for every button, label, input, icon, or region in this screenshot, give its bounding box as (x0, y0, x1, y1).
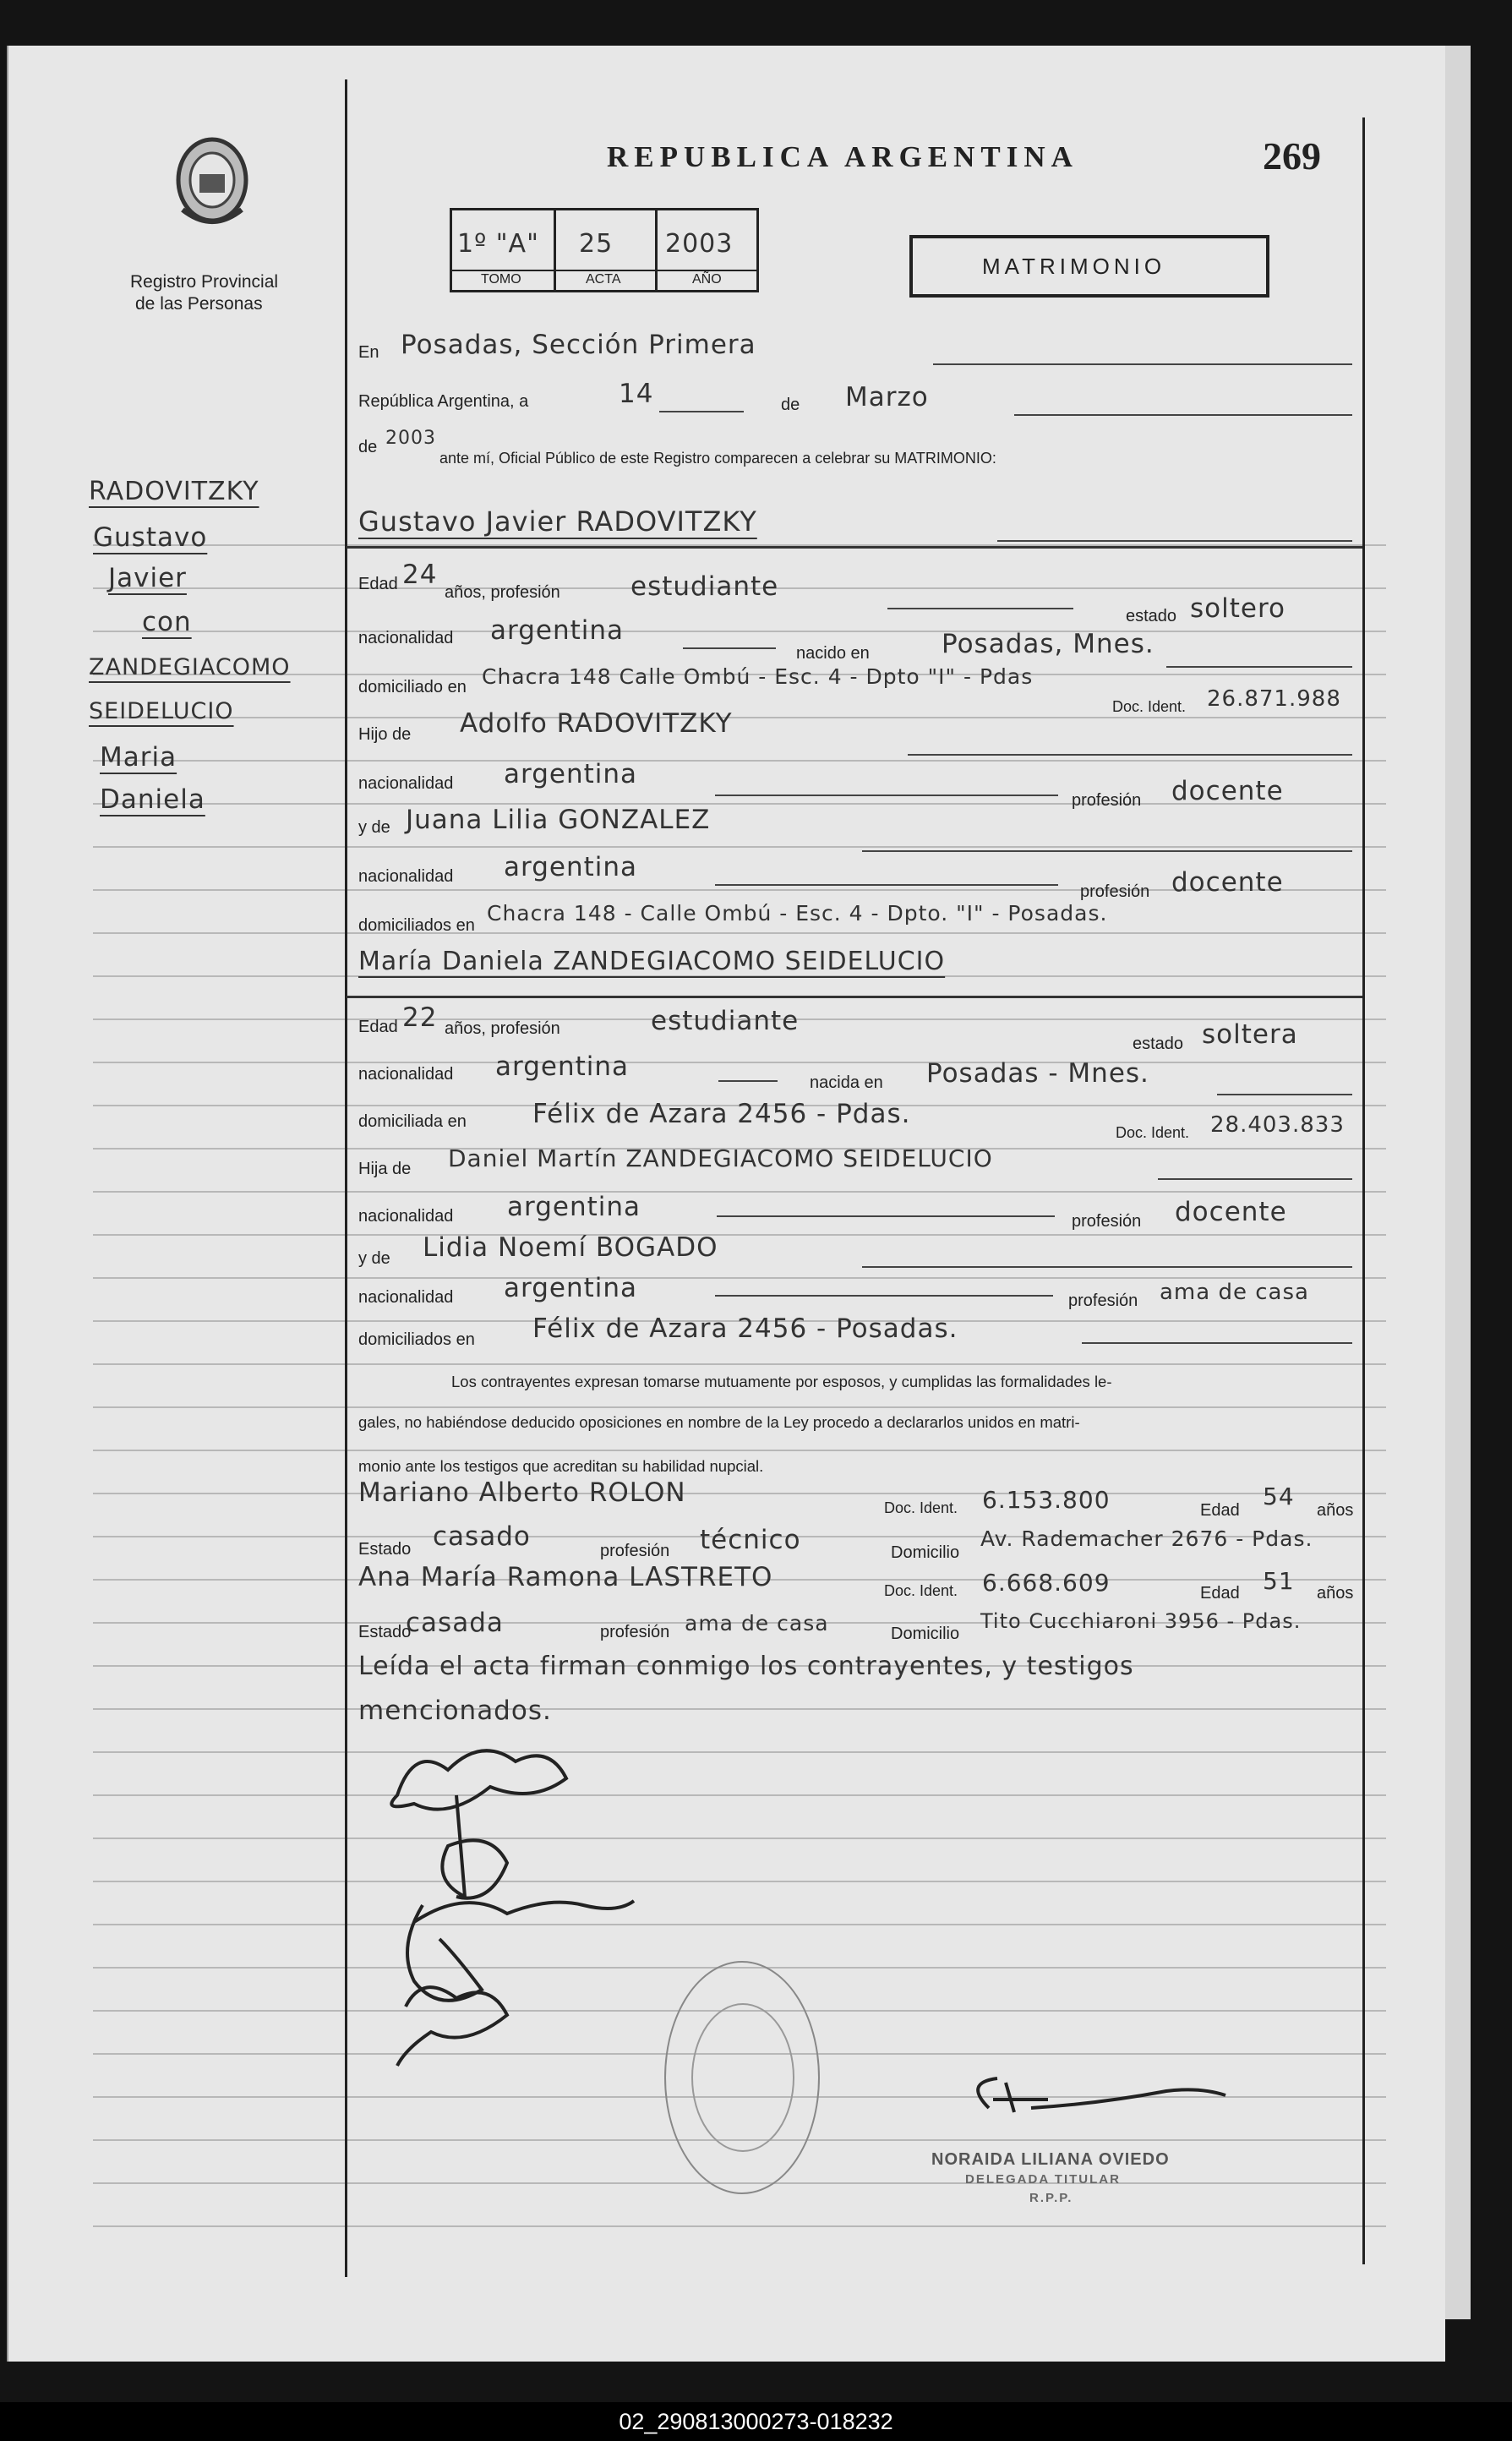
ruled-line (93, 1450, 1386, 1451)
witness2-edad: 51 (1263, 1567, 1295, 1595)
groom-father-prof: docente (1171, 776, 1284, 806)
ruled-line (93, 1363, 1386, 1365)
groom-name: Gustavo Javier RADOVITZKY (358, 505, 757, 538)
bride-nacionalidad-label: nacionalidad (358, 1065, 454, 1084)
groom-father: Adolfo RADOVITZKY (460, 708, 733, 739)
witness2-estado: casada (406, 1608, 504, 1638)
bride-father-nac-label: nacionalidad (358, 1207, 454, 1226)
margin-surname-groom: RADOVITZKY (89, 477, 259, 506)
margin-surname-bride-2: SEIDELUCIO (89, 698, 234, 724)
witness1-name: Mariano Alberto ROLON (358, 1477, 686, 1508)
bride-estado: soltera (1202, 1019, 1298, 1050)
groom-estado-label: estado (1126, 607, 1177, 625)
groom-mother-prof: docente (1171, 867, 1284, 898)
anio-label: AÑO (692, 272, 722, 287)
record-box (450, 208, 759, 292)
ruled-line (93, 631, 1386, 632)
margin-surname-bride-1: ZANDEGIACOMO (89, 654, 291, 680)
page-edge (1445, 46, 1471, 2319)
en-label: En (358, 343, 379, 362)
officer-signature (947, 2066, 1242, 2133)
closing-line2: mencionados. (358, 1696, 552, 1726)
ruled-line (93, 932, 1386, 934)
ruled-line (93, 1881, 1386, 1882)
ante-text: ante mí, Oficial Público de este Registro comparecen a celebrar su MATRIMONIO: (439, 450, 996, 467)
groom-doc: 26.871.988 (1207, 686, 1341, 712)
bride-parents-dom-label: domiciliados en (358, 1330, 475, 1349)
witness2-doc-label: Doc. Ident. (884, 1582, 958, 1599)
witness2-name: Ana María Ramona LASTRETO (358, 1562, 773, 1592)
officer-abbr: R.P.P. (1029, 2191, 1073, 2205)
witness1-profesion-label: profesión (600, 1542, 670, 1560)
groom-edad-label: Edad (358, 575, 398, 593)
groom-mother-prof-label: profesión (1080, 882, 1150, 901)
register-page (7, 46, 1445, 2362)
bride-mother-prof: ama de casa (1160, 1280, 1309, 1305)
groom-mother-nac-label: nacionalidad (358, 867, 454, 886)
groom-mother-nac: argentina (504, 852, 638, 882)
bride-domicilio: Félix de Azara 2456 - Pdas. (532, 1099, 911, 1129)
bride-mother-nac: argentina (504, 1273, 638, 1303)
witness2-domicilio: Tito Cucchiaroni 3956 - Pdas. (980, 1609, 1302, 1633)
groom-profesion: estudiante (630, 571, 779, 602)
witness2-edad-label: Edad (1200, 1584, 1240, 1603)
bride-nacionalidad: argentina (495, 1051, 630, 1082)
right-border-line (1362, 117, 1365, 2264)
bride-doc: 28.403.833 (1210, 1112, 1345, 1138)
signature-scribbles (363, 1728, 651, 2083)
bride-name: María Daniela ZANDEGIACOMO SEIDELUCIO (358, 947, 946, 976)
margin-line (345, 79, 347, 2277)
groom-estado: soltero (1190, 593, 1285, 624)
witness1-domicilio-label: Domicilio (891, 1543, 960, 1562)
witness1-doc: 6.153.800 (982, 1486, 1111, 1514)
ruled-line (93, 1751, 1386, 1753)
groom-father-nac: argentina (504, 759, 638, 789)
registry-seal (664, 1961, 820, 2194)
officer-name: NORAIDA LILIANA OVIEDO (931, 2150, 1170, 2169)
acta-value: 25 (579, 229, 614, 259)
ruled-line (93, 1277, 1386, 1279)
bride-domicilio-label: domiciliada en (358, 1112, 467, 1131)
record-type-box (909, 235, 1269, 298)
groom-edad: 24 (402, 560, 438, 590)
groom-nacido-label: nacido en (796, 644, 870, 663)
de2-label: de (358, 438, 378, 456)
bride-mother-nac-label: nacionalidad (358, 1288, 454, 1307)
bride-father: Daniel Martín ZANDEGIACOMO SEIDELUCIO (448, 1144, 993, 1172)
de-label: de (781, 396, 800, 414)
margin-name-gustavo: Gustavo (93, 522, 208, 553)
bride-father-nac: argentina (507, 1192, 641, 1222)
bride-yde-label: y de (358, 1249, 390, 1268)
registry-name-line2: de las Personas (135, 294, 263, 314)
ruled-line (93, 2225, 1386, 2227)
witness1-edad: 54 (1263, 1483, 1295, 1510)
groom-yde-label: y de (358, 818, 390, 837)
acta-label: ACTA (586, 272, 621, 287)
image-code-footer: 02_290813000273-018232 (0, 2402, 1512, 2441)
groom-father-prof-label: profesión (1072, 791, 1142, 810)
ruled-line (93, 1493, 1386, 1494)
witness2-profesion: ama de casa (685, 1611, 829, 1636)
margin-con: con (142, 607, 192, 637)
witness1-estado: casado (433, 1521, 531, 1552)
bride-doc-label: Doc. Ident. (1116, 1124, 1190, 1141)
margin-name-maria: Maria (100, 742, 177, 773)
groom-domicilio-label: domiciliado en (358, 678, 467, 696)
bride-father-prof-label: profesión (1072, 1212, 1142, 1231)
margin-name-javier: Javier (108, 563, 187, 593)
witness1-doc-label: Doc. Ident. (884, 1499, 958, 1516)
witness1-estado-label: Estado (358, 1540, 412, 1559)
witness2-anios-label: años (1317, 1584, 1354, 1603)
witness1-edad-label: Edad (1200, 1501, 1240, 1520)
ruled-line (93, 1924, 1386, 1925)
groom-nacionalidad: argentina (490, 615, 625, 646)
witness2-doc: 6.668.609 (982, 1569, 1111, 1597)
republic-heading: REPUBLICA ARGENTINA (607, 140, 1078, 173)
bride-edad-label: Edad (358, 1018, 398, 1036)
groom-father-nac-label: nacionalidad (358, 774, 454, 793)
witness2-domicilio-label: Domicilio (891, 1625, 960, 1643)
statement-line2: gales, no habiéndose deducido oposiciones en nombre de la Ley procedo a declararlos unidos en matri- (358, 1413, 1080, 1431)
coat-of-arms-icon (166, 134, 259, 235)
ruled-line (93, 1406, 1386, 1408)
bride-edad: 22 (402, 1002, 438, 1033)
ruled-line (93, 1838, 1386, 1839)
bride-nacida-label: nacida en (810, 1073, 883, 1092)
witness1-profesion: técnico (700, 1525, 801, 1555)
tomo-value: 1º "A" (457, 229, 539, 259)
groom-parents-dom: Chacra 148 - Calle Ombú - Esc. 4 - Dpto. "I" - Posadas. (487, 901, 1108, 926)
record-type: MATRIMONIO (982, 254, 1166, 279)
ruled-line (93, 1234, 1386, 1236)
groom-nacido: Posadas, Mnes. (942, 629, 1154, 659)
witness2-profesion-label: profesión (600, 1623, 670, 1641)
bride-profesion-label: años, profesión (445, 1019, 560, 1038)
page-number: 269 (1263, 134, 1321, 177)
ruled-line (93, 1191, 1386, 1193)
groom-parents-dom-label: domiciliados en (358, 916, 475, 935)
groom-profesion-label: años, profesión (445, 583, 560, 602)
bride-profesion: estudiante (651, 1006, 800, 1036)
bride-nacida: Posadas - Mnes. (926, 1058, 1149, 1089)
closing-line1: Leída el acta firman conmigo los contrayentes, y testigos (358, 1652, 1134, 1681)
month: Marzo (845, 382, 929, 412)
bride-father-prof: docente (1175, 1197, 1287, 1227)
statement-line3: monio ante los testigos que acreditan su habilidad nupcial. (358, 1457, 764, 1475)
officer-title: DELEGADA TITULAR (965, 2172, 1121, 2187)
registry-name-line1: Registro Provincial (130, 272, 279, 292)
groom-hijo-label: Hijo de (358, 725, 412, 744)
ruled-line (93, 1794, 1386, 1796)
bride-estado-label: estado (1133, 1035, 1184, 1053)
anio-value: 2003 (665, 229, 734, 259)
statement-line1: Los contrayentes expresan tomarse mutuamente por esposos, y cumplidas las formalidades le- (451, 1373, 1112, 1390)
groom-domicilio: Chacra 148 Calle Ombú - Esc. 4 - Dpto "I" - Pdas (482, 664, 1034, 689)
ruled-line (93, 760, 1386, 762)
tomo-label: TOMO (481, 272, 521, 287)
bride-mother: Lidia Noemí BOGADO (423, 1232, 718, 1263)
witness1-domicilio: Av. Rademacher 2676 - Pdas. (980, 1526, 1313, 1551)
place: Posadas, Sección Primera (401, 330, 756, 360)
margin-name-daniela: Daniela (100, 784, 205, 815)
ruled-line (93, 1708, 1386, 1710)
bride-parents-dom: Félix de Azara 2456 - Posadas. (532, 1313, 958, 1344)
witness1-anios-label: años (1317, 1501, 1354, 1520)
ruled-line (93, 846, 1386, 848)
groom-mother: Juana Lilia GONZALEZ (406, 805, 711, 835)
groom-doc-label: Doc. Ident. (1112, 698, 1187, 715)
year: 2003 (385, 428, 436, 449)
republica-label: República Argentina, a (358, 392, 529, 411)
ruled-line (93, 1062, 1386, 1063)
bride-hija-label: Hija de (358, 1160, 412, 1178)
groom-nacionalidad-label: nacionalidad (358, 629, 454, 647)
day: 14 (619, 379, 654, 409)
ruled-line (93, 717, 1386, 718)
witness2-estado-label: Estado (358, 1623, 412, 1641)
bride-mother-prof-label: profesión (1068, 1291, 1138, 1310)
